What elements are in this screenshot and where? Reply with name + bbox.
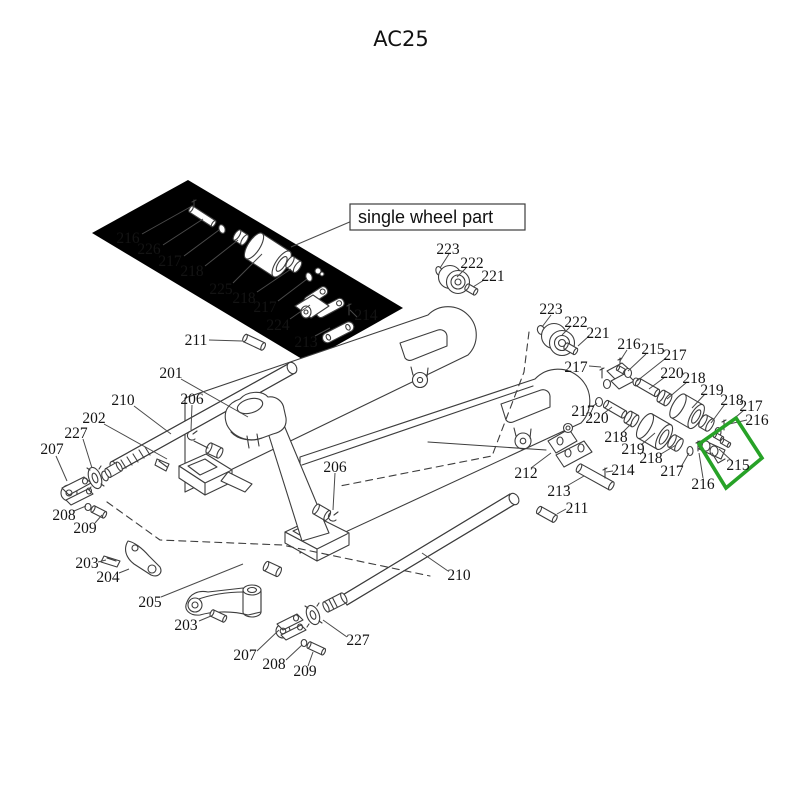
part-number-label: 205: [138, 594, 162, 611]
part-number-label: 227: [64, 425, 88, 442]
part-number-label: 208: [52, 507, 76, 524]
part-number-label: 219: [621, 441, 645, 458]
part-number-label: 211: [184, 332, 208, 349]
part-number-label: 210: [111, 392, 135, 409]
roller-pin: [242, 334, 267, 351]
part-number-label: 218: [639, 450, 663, 467]
part-number-label: 218: [180, 263, 204, 280]
part-number-label: 216: [745, 412, 769, 429]
pin: [535, 506, 558, 523]
key-pin: [101, 556, 120, 567]
part-number-label: 203: [174, 617, 198, 634]
part-number-label: 224: [266, 317, 290, 334]
bearing-disc: [304, 603, 323, 627]
part-number-label: 226: [137, 241, 161, 258]
part-number-label: 216: [617, 336, 641, 353]
part-number-label: 207: [40, 441, 64, 458]
part-number-label: 216: [691, 476, 715, 493]
callout-label: single wheel part: [358, 207, 494, 227]
part-number-label: 215: [726, 457, 750, 474]
part-number-label: 212: [514, 465, 538, 482]
part-number-label: 222: [460, 255, 484, 272]
diagram-title: AC25: [373, 27, 429, 51]
part-number-label: 220: [660, 365, 684, 382]
part-number-label: 201: [159, 365, 183, 382]
part-number-label: 223: [539, 301, 563, 318]
part-number-label: 204: [96, 569, 120, 586]
part-number-label: 209: [293, 663, 317, 680]
part-number-label: 218: [232, 290, 256, 307]
part-number-label: 222: [564, 314, 588, 331]
part-number-label: 214: [611, 462, 635, 479]
part-number-label: 216: [116, 230, 140, 247]
part-number-label: 217: [158, 253, 182, 270]
part-number-label: 208: [262, 656, 286, 673]
part-number-label: 215: [641, 341, 665, 358]
part-number-label: 206: [323, 459, 347, 476]
part-number-label: 217: [253, 299, 277, 316]
part-number-label: 218: [682, 370, 706, 387]
part-number-label: 211: [565, 500, 589, 517]
part-number-label: 217: [739, 398, 763, 415]
part-number-label: 203: [75, 555, 99, 572]
part-number-label: 206: [180, 391, 204, 408]
part-number-label: 221: [481, 268, 505, 285]
part-number-label: 202: [82, 410, 106, 427]
part-number-label: 218: [720, 392, 744, 409]
fork-lower-pivot-hole: [515, 433, 531, 449]
rod-adapter-cone: [155, 459, 169, 471]
part-number-label: 221: [586, 325, 610, 342]
axle-pin: [634, 378, 660, 398]
bearing-disc: [86, 466, 105, 491]
fork-upper-pivot-hole: [413, 373, 428, 388]
part-number-label: 223: [436, 241, 460, 258]
part-number-label: 217: [564, 359, 588, 376]
part-number-label: 219: [700, 382, 724, 399]
part-number-label: 225: [209, 281, 233, 298]
part-number-label: 218: [604, 429, 628, 446]
part-number-label: 210: [447, 567, 471, 584]
part-number-label: 214: [354, 307, 378, 324]
part-number-label: 220: [585, 410, 609, 427]
bell-crank-assembly: [101, 541, 326, 656]
part-number-label: 217: [571, 403, 595, 420]
part-number-label: 227: [346, 632, 370, 649]
part-number-label: 213: [294, 334, 318, 351]
part-number-label: 217: [663, 347, 687, 364]
part-number-label: 207: [233, 647, 257, 664]
part-number-label: 213: [547, 483, 571, 500]
part-number-label: 209: [73, 520, 97, 537]
link-rod: [575, 463, 615, 491]
clevis-pin: [90, 505, 107, 519]
single-wheel-part-callout: [350, 204, 525, 230]
part-number-label: 217: [660, 463, 684, 480]
